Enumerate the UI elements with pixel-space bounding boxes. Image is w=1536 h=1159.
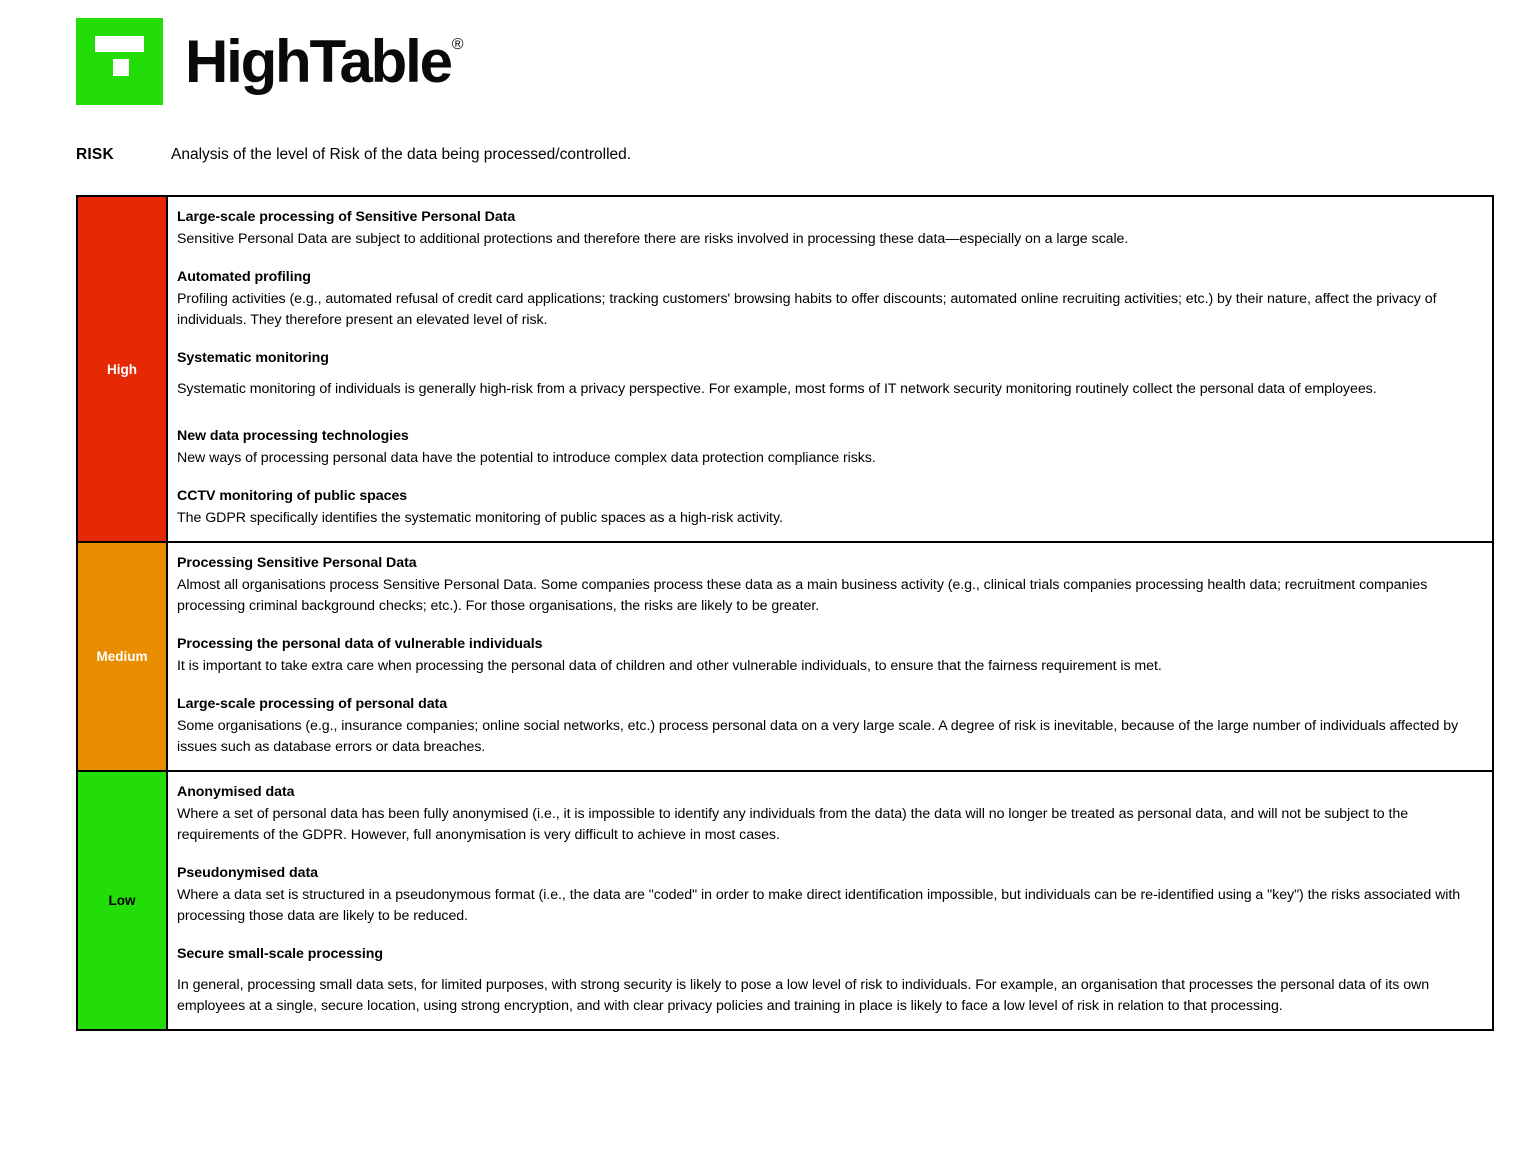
risk-block-title: Large-scale processing of Sensitive Personal Data bbox=[177, 209, 516, 225]
risk-content-cell-low bbox=[167, 771, 1493, 1030]
risk-content-cell-high bbox=[167, 196, 1493, 542]
risk-heading-description: Analysis of the level of Risk of the data being processed/controlled. bbox=[171, 146, 632, 163]
risk-block-title: Anonymised data bbox=[177, 783, 295, 800]
brand-name-text: HighTable bbox=[185, 27, 451, 95]
risk-block-body: The GDPR specifically identifies the systematic monitoring of public spaces as a high-risk activity. bbox=[177, 510, 783, 527]
risk-block-body: Profiling activities (e.g., automated refusal of credit card applications; tracking customers' browsing habits to offer discounts; automated online recruiting activities; etc.) by their nature, affect the privacy of individuals. They therefore present an elevated level of risk. bbox=[177, 291, 1437, 329]
risk-level-cell-medium: Medium bbox=[77, 542, 167, 771]
risk-block bbox=[177, 267, 1484, 331]
risk-block-title: Systematic monitoring bbox=[177, 349, 329, 366]
risk-table-body bbox=[77, 196, 1493, 1030]
risk-block-body: Sensitive Personal Data are subject to additional protections and therefore there are risks involved in processing these data—especially on a large scale. bbox=[177, 231, 1129, 248]
logo-bar-shape bbox=[95, 36, 144, 52]
registered-trademark-icon: ® bbox=[451, 35, 464, 53]
risk-block bbox=[177, 782, 1484, 846]
risk-block-title: Automated profiling bbox=[177, 269, 311, 286]
logo-stem-shape bbox=[113, 59, 129, 76]
risk-block-title: CCTV monitoring of public spaces bbox=[177, 488, 408, 504]
risk-content-cell-medium bbox=[167, 542, 1493, 771]
risk-block-body: Almost all organisations process Sensitive Personal Data. Some companies process these data as a main business activity (e.g., clinical trials companies processing health data; recruitment companies processing criminal background checks; etc.). For those organisations, the risks are likely to be greater. bbox=[177, 577, 1428, 615]
risk-block-body: In general, processing small data sets, for limited purposes, with strong security is likely to pose a low level of risk to individuals. For example, an organisation that processes the personal data of its own employees at a single, secure location, using strong encryption, and with clear privacy policies and training in place is likely to face a low level of risk in relation to that processing. bbox=[177, 976, 1430, 1014]
risk-block-title: Secure small-scale processing bbox=[177, 945, 383, 962]
risk-block-body: It is important to take extra care when processing the personal data of children and other vulnerable individuals, to ensure that the fairness requirement is met. bbox=[177, 658, 1162, 675]
risk-block bbox=[177, 944, 1484, 1017]
risk-block-title: Pseudonymised data bbox=[177, 864, 319, 881]
risk-block bbox=[177, 348, 1484, 400]
risk-block-body: Where a set of personal data has been fully anonymised (i.e., it is impossible to identify any individuals from the data) the data will no longer be treated as personal data, and will not be subject to the requirements of the GDPR. However, full anonymisation is very difficult to achieve in most cases. bbox=[177, 806, 1409, 843]
risk-level-cell-high: High bbox=[77, 196, 167, 542]
risk-heading bbox=[76, 146, 1496, 164]
risk-block-body: Where a data set is structured in a pseudonymous format (i.e., the data are "coded" in order to make direct identification impossible, but individuals can be re-identified using a "key") the risks associated with processing those data are likely to be reduced. bbox=[177, 886, 1461, 924]
risk-block-body: Some organisations (e.g., insurance companies; online social networks, etc.) process personal data on a very large scale. A degree of risk is inevitable, because of the large number of individuals affected by issues such as database errors or data breaches. bbox=[177, 718, 1459, 755]
table-row bbox=[77, 771, 1493, 1030]
risk-level-table bbox=[76, 195, 1494, 1031]
table-row bbox=[77, 196, 1493, 542]
risk-block-title: Processing the personal data of vulnerable individuals bbox=[177, 635, 543, 652]
brand-logo bbox=[76, 18, 463, 105]
risk-block bbox=[177, 553, 1484, 617]
risk-block bbox=[177, 634, 1484, 677]
risk-block bbox=[177, 694, 1484, 758]
risk-block-title: Large-scale processing of personal data bbox=[177, 695, 448, 712]
risk-block-body: Systematic monitoring of individuals is generally high-risk from a privacy perspective. For example, most forms of IT network security monitoring routinely collect the personal data of employees. bbox=[177, 381, 1377, 398]
risk-block bbox=[177, 486, 1484, 529]
risk-block-body: New ways of processing personal data have the potential to introduce complex data protection compliance risks. bbox=[177, 450, 876, 467]
table-row bbox=[77, 542, 1493, 771]
risk-block bbox=[177, 863, 1484, 927]
risk-block bbox=[177, 207, 1484, 250]
risk-block-title: New data processing technologies bbox=[177, 427, 409, 444]
brand-name bbox=[185, 27, 464, 95]
risk-level-cell-low: Low bbox=[77, 771, 167, 1030]
risk-block-title: Processing Sensitive Personal Data bbox=[177, 555, 417, 572]
risk-heading-label: RISK bbox=[76, 146, 114, 163]
risk-block bbox=[177, 426, 1484, 469]
hightable-logo-icon bbox=[76, 18, 163, 105]
